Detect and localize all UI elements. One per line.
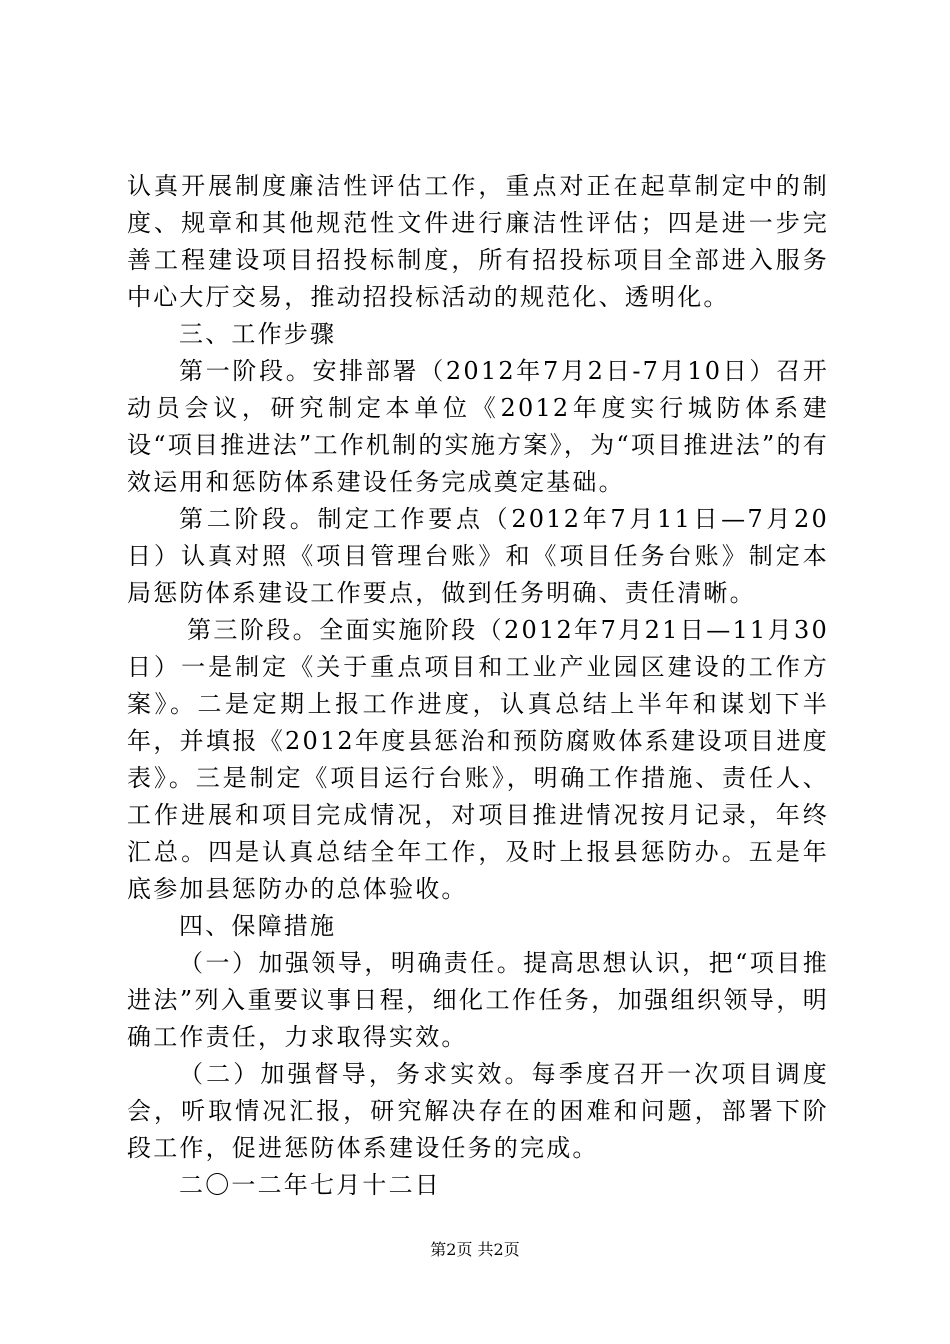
paragraph-stage-three: 第三阶段。全面实施阶段（2012年7月21日—11月30日）一是制定《关于重点项目和工业产业园区建设的工作方案》。二是定期上报工作进度，认真总结上半年和谋划下半年，并填报《2012年度县惩治和预防腐败体系建设项目进度表》。三是制定《项目运行台账》，明确工作措施、责任人、工作进展和项目完成情况，对项目推进情况按月记录，年终汇总。四是认真总结全年工作，及时上报县惩防办。五是年底参加县惩防办的总体验收。 bbox=[127, 616, 829, 903]
paragraph-stage-two: 第二阶段。制定工作要点（2012年7月11日—7月20日）认真对照《项目管理台账》和《项目任务台账》制定本局惩防体系建设工作要点，做到任务明确、责任清晰。 bbox=[127, 505, 829, 607]
page-footer bbox=[0, 1240, 950, 1260]
paragraph-evaluation-continued: 认真开展制度廉洁性评估工作，重点对正在起草制定中的制度、规章和其他规范性文件进行廉洁性评估；四是进一步完善工程建设项目招投标制度，所有招投标项目全部进入服务中心大厅交易，推动招投标活动的规范化、透明化。 bbox=[127, 172, 829, 311]
section-heading-safeguards: 四、保障措施 bbox=[179, 912, 337, 940]
paragraph-safeguard-one: （一）加强领导，明确责任。提高思想认识，把“项目推进法”列入重要议事日程，细化工作任务，加强组织领导，明确工作责任，力求取得实效。 bbox=[127, 949, 829, 1051]
paragraph-safeguard-two: （二）加强督导，务求实效。每季度召开一次项目调度会，听取情况汇报，研究解决存在的困难和问题，部署下阶段工作，促进惩防体系建设任务的完成。 bbox=[127, 1060, 829, 1162]
document-date: 二〇一二年七月十二日 bbox=[179, 1171, 441, 1199]
page-number: 第2页 共2页 bbox=[430, 1240, 520, 1259]
section-heading-work-steps: 三、工作步骤 bbox=[179, 320, 337, 348]
document-body bbox=[127, 168, 829, 1204]
paragraph-stage-one: 第一阶段。安排部署（2012年7月2日-7月10日）召开动员会议，研究制定本单位《2012年度实行城防体系建设“项目推进法”工作机制的实施方案》，为“项目推进法”的有效运用和惩防体系建设任务完成奠定基础。 bbox=[127, 357, 829, 496]
